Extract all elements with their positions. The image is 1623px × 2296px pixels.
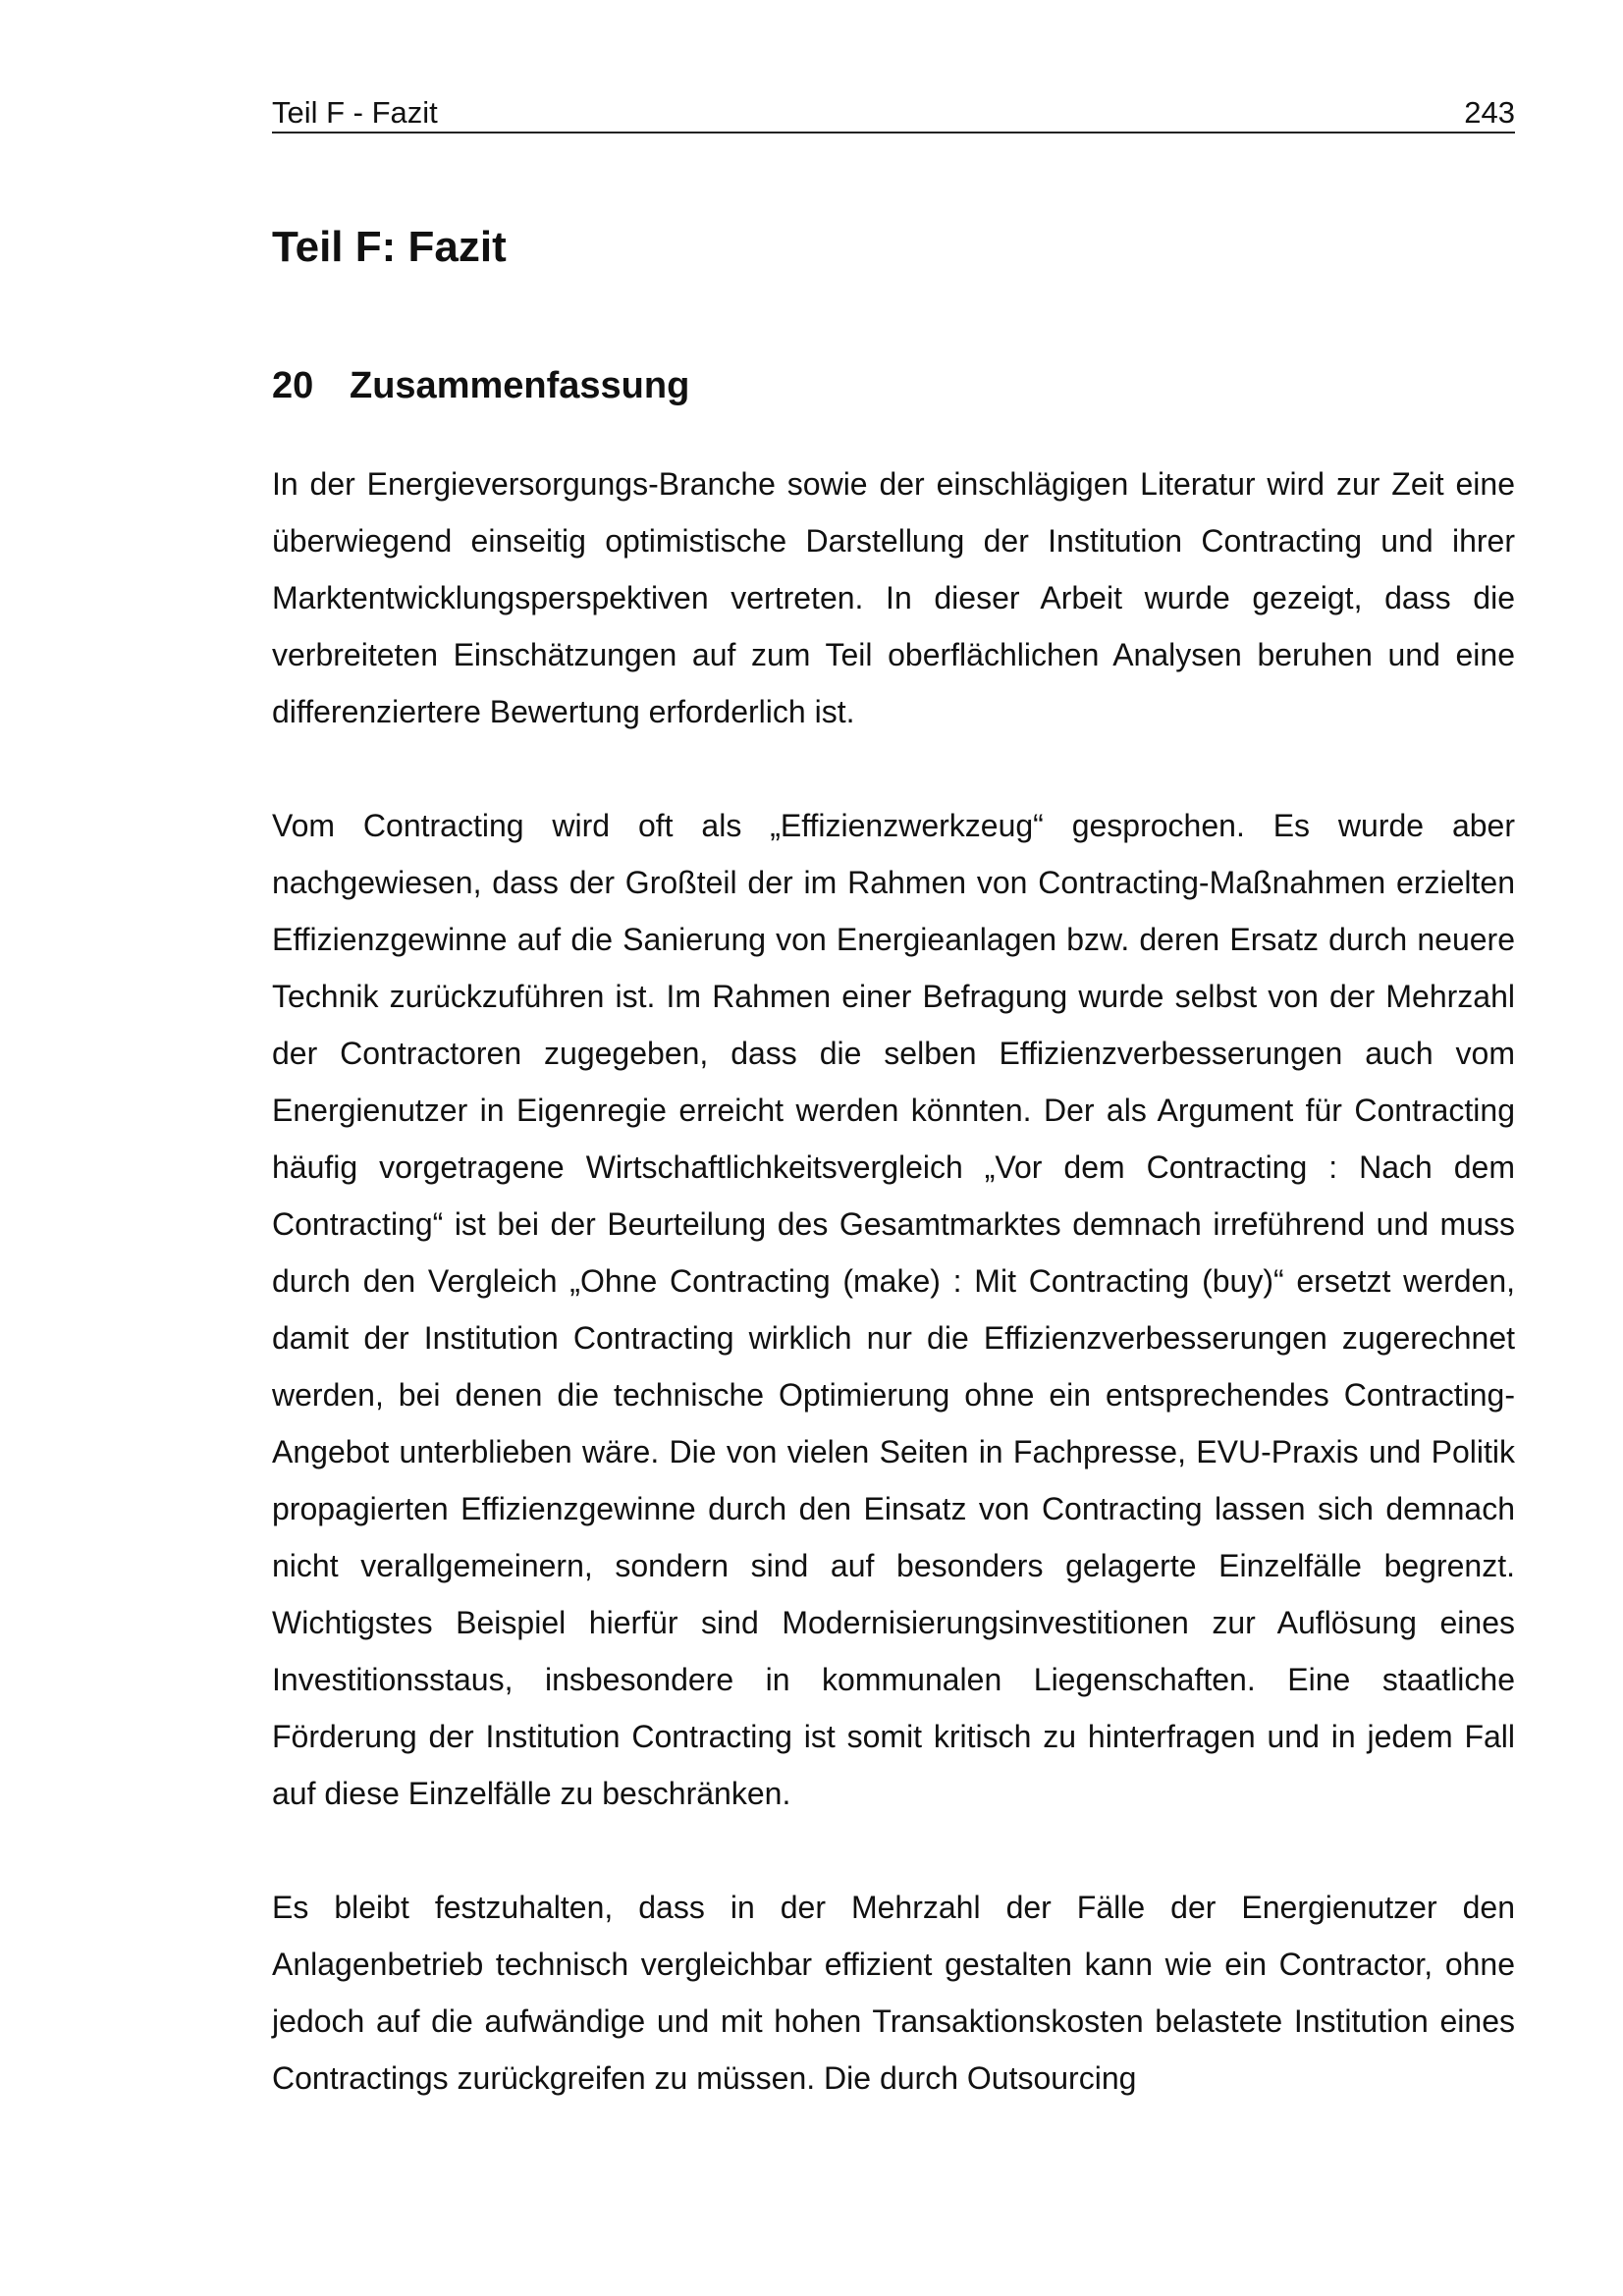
body-text [272,455,1515,2107]
chapter-number: 20 [272,365,314,406]
paragraph: Vom Contracting wird oft als „Effizienzwerkzeug“ gesprochen. Es wurde aber nachgewiesen, dass der Großteil der im Rahmen von Contracting-Maßnahmen erzielten Effizienzgewinne auf die Sanierung von Energieanlagen bzw. deren Ersatz durch neuere Technik zurückzuführen ist. Im Rahmen einer Befragung wurde selbst von der Mehrzahl der Contractoren zugegeben, dass die selben Effizienzverbesserungen auch vom Energienutzer in Eigenregie erreicht werden könnten. Der als Argument für Contracting häufig vorgetragene Wirtschaftlichkeitsvergleich „Vor dem Contracting : Nach dem Contracting“ ist bei der Beurteilung des Gesamtmarktes demnach irreführend und muss durch den Vergleich „Ohne Contracting (make) : Mit Contracting (buy)“ ersetzt werden, damit der Institution Contracting wirklich nur die Effizienzverbesserungen zugerechnet werden, bei denen die technische Optimierung ohne ein entsprechendes Contracting-Angebot unterblieben wäre. Die von vielen Seiten in Fachpresse, EVU-Praxis und Politik propagierten Effizienzgewinne durch den Einsatz von Contracting lassen sich demnach nicht verallgemeinern, sondern sind auf besonders gelagerte Einzelfälle begrenzt. Wichtigstes Beispiel hierfür sind Modernisierungsinvestitionen zur Auflösung eines Investitionsstaus, insbesondere in kommunalen Liegenschaften. Eine staatliche Förderung der Institution Contracting ist somit kritisch zu hinterfragen und in jedem Fall auf diese Einzelfälle zu beschränken. [272,808,1515,1811]
chapter-title: Zusammenfassung [350,365,690,406]
page-number: 243 [1464,95,1515,130]
running-title: Teil F - Fazit [272,95,438,130]
paragraph: In der Energieversorgungs-Branche sowie der einschlägigen Literatur wird zur Zeit eine überwiegend einseitig optimistische Darstellung der Institution Contracting und ihrer Marktentwicklungsperspektiven vertreten. In dieser Arbeit wurde gezeigt, dass die verbreiteten Einschätzungen auf zum Teil oberflächlichen Analysen beruhen und eine differenziertere Bewertung erforderlich ist. [272,466,1515,729]
running-header [272,94,1515,133]
paragraph: Es bleibt festzuhalten, dass in der Mehrzahl der Fälle der Energienutzer den Anlagenbetrieb technisch vergleichbar effizient gestalten kann wie ein Contractor, ohne jedoch auf die aufwändige und mit hohen Transaktionskosten belastete Institution eines Contractings zurückgreifen zu müssen. Die durch Outsourcing [272,1890,1515,2096]
part-title: Teil F: Fazit [272,223,507,271]
chapter-heading [272,363,689,408]
